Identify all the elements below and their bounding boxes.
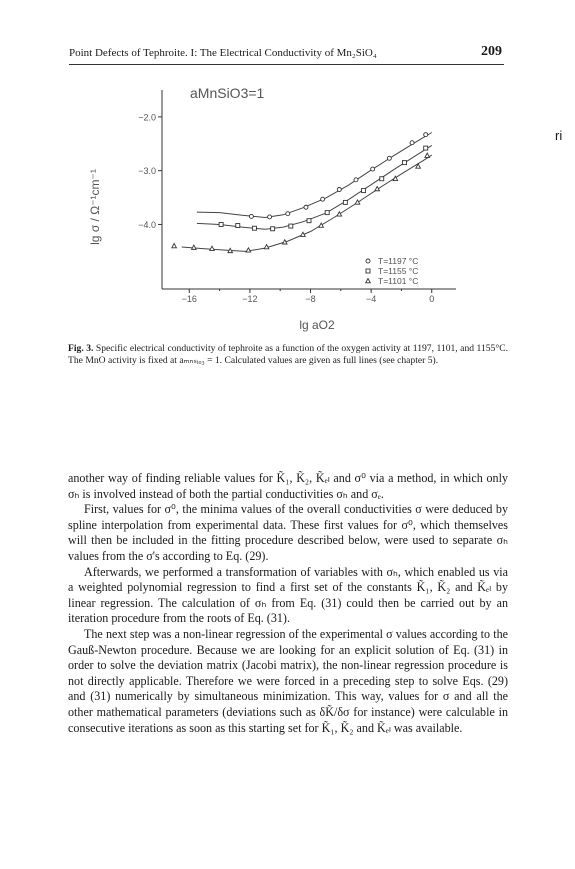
conductivity-chart (80, 72, 480, 334)
data-point-circle (249, 214, 253, 218)
paragraph: The next step was a non-linear regression of the experimental σ values according to the Gauß-Newton procedure. Because we are looking for an explicit solution of Eq. (31) in order to solve the deviation matrix (Jacobi matrix), the non-linear regression procedure is not directly applicable. Therefore we were forced in a preceding step to solve Eqs. (29) and (31) numerically by simultaneous minimization. This way, values for σ and all the other mathematical parameters (deviations such as δK̃/δσ for instance) were calculable in consecutive iterations as soon as this starting set for K̃₁, K̃₂ and K̃ₑₗ was available. (68, 626, 508, 735)
data-point-square (325, 211, 329, 215)
chart-legend (366, 256, 419, 286)
data-point-triangle (192, 245, 197, 249)
data-point-square (307, 219, 311, 223)
data-point-triangle (246, 248, 251, 252)
y-tick-label: −3.0 (138, 166, 156, 177)
data-point-circle (424, 133, 428, 137)
data-point-circle (371, 167, 375, 171)
data-markers (172, 133, 430, 253)
data-point-square (362, 189, 366, 193)
paragraph: First, values for σ⁰, the minima values of the overall conductivities σ were deduced by spline interpolation from experimental data. These first values for σ⁰, which themselves will then be included in the fitting procedure described below, were used to separate σₕ values from the σ's according to Eq. (29). (68, 502, 508, 563)
data-point-triangle (425, 153, 430, 157)
data-point-circle (286, 212, 290, 216)
caption-text: Specific electrical conductivity of tephroite as a function of the oxygen activity at 1197, 1101, and 1155°C. The MnO activity is fixed at aₘₙₛᵢₒ₃ = 1. Calculated values are given as full lines (see chapter 5). (68, 343, 508, 367)
fit-line-square (197, 145, 432, 229)
data-point-triangle (301, 232, 306, 236)
data-point-circle (387, 156, 391, 160)
legend-label: T=1155 °C (378, 266, 419, 276)
y-tick-label: −2.0 (138, 112, 156, 123)
paragraph: another way of finding reliable values for K̃₁, K̃₂, K̃ₑₗ and σ⁰ via a method, in which only σₕ is involved instead of both the partial conductivities σₕ and σₑ. (68, 471, 508, 501)
data-point-circle (268, 215, 272, 219)
body-text (68, 471, 508, 736)
data-point-square (380, 177, 384, 181)
data-point-square (219, 222, 223, 226)
caption-label: Fig. 3. (68, 343, 94, 354)
legend-label: T=1101 °C (378, 276, 419, 286)
paragraph: Afterwards, we performed a transformation of variables with σₕ, which enabled us via a weighted polynomial regression to find a first set of the constants K̃₁, K̃₂ and K̃ₑₗ by linear regression. The calculation of σₕ from Eq. (31) could then be carried out by an iteration procedure from the roots of Eq. (31). (68, 564, 508, 626)
y-tick-label: −4.0 (138, 219, 156, 230)
activity-annotation: aMnSiO3=1 (190, 85, 265, 101)
page-number: 209 (481, 44, 502, 59)
data-point-triangle (264, 245, 269, 249)
data-point-square (424, 146, 428, 150)
data-point-triangle (375, 186, 380, 190)
figure-caption (68, 343, 508, 367)
data-point-square (289, 224, 293, 228)
legend-marker-triangle (366, 279, 371, 283)
legend-marker-circle (366, 259, 370, 263)
x-tick-label: −4 (366, 294, 377, 304)
running-title: Point Defects of Tephroite. I: The Electrical Conductivity of Mn₂SiO₄ (69, 47, 377, 59)
data-point-square (271, 227, 275, 231)
data-point-circle (354, 178, 358, 182)
running-header (69, 46, 504, 65)
fit-line-circle (197, 133, 432, 218)
data-point-square (236, 224, 240, 228)
x-tick-label: 0 (429, 294, 435, 304)
data-point-circle (321, 197, 325, 201)
data-point-triangle (355, 200, 360, 204)
data-point-circle (304, 205, 308, 209)
y-axis-label: lg σ / Ω⁻¹cm⁻¹ (88, 169, 102, 245)
data-point-circle (337, 188, 341, 192)
x-tick-label: −8 (305, 294, 316, 304)
data-point-triangle (228, 248, 233, 252)
margin-fragment: ri (555, 128, 563, 143)
data-point-triangle (172, 243, 177, 247)
fit-lines (182, 133, 432, 252)
x-tick-label: −12 (242, 294, 258, 304)
data-point-square (252, 226, 256, 230)
data-point-square (343, 200, 347, 204)
data-point-triangle (210, 246, 215, 250)
data-point-triangle (337, 212, 342, 216)
legend-marker-square (366, 269, 370, 273)
x-axis-label: lg aO2 (299, 318, 335, 332)
data-point-triangle (282, 240, 287, 244)
legend-label: T=1197 °C (378, 256, 419, 266)
data-point-circle (410, 141, 414, 145)
x-tick-label: −16 (181, 294, 197, 304)
data-point-square (402, 161, 406, 165)
